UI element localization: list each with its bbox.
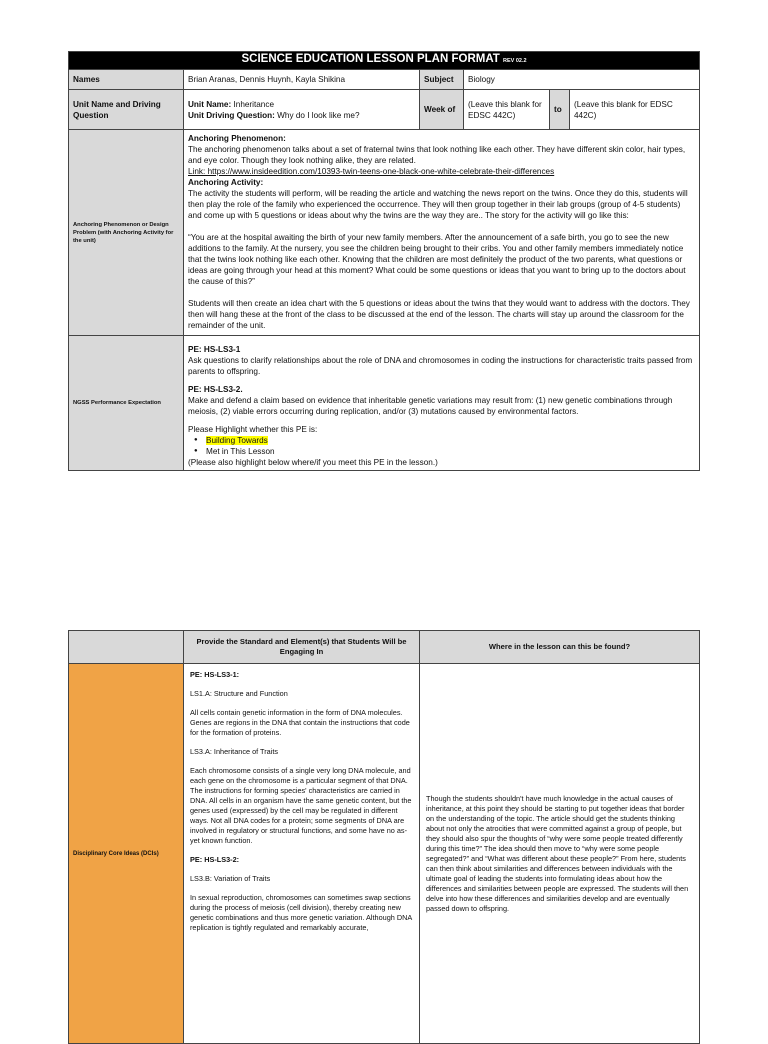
pe-option-building-towards: ● Building Towards <box>206 435 695 446</box>
dci-ls3a-title: LS3.A: Inheritance of Traits <box>190 747 279 756</box>
location-header: Where in the lesson can this be found? <box>420 631 700 664</box>
standards-table <box>68 630 700 1044</box>
dci-ls3b-text: In sexual reproduction, chromosomes can sometimes swap sections during the process of meiosis (cell division), thereby creating new genetic combinations and thus more genetic variation. Although DNA replication is tightly regulated and remarkably accurate, <box>190 893 412 932</box>
article-link[interactable]: Link: https://www.insideedition.com/10393-twin-teens-one-black-one-white-celebrate-their-differences <box>188 167 555 176</box>
to-label: to <box>550 90 570 130</box>
dci-ls1a-text: All cells contain genetic information in the form of DNA molecules. Genes are regions in the DNA that contain the instructions that code for the formation of proteins. <box>190 708 410 737</box>
names-value: Brian Aranas, Dennis Huynh, Kayla Shikina <box>184 70 420 90</box>
revision-tag: REV 02.2 <box>503 58 527 64</box>
week-value: (Leave this blank for EDSC 442C) <box>464 90 550 130</box>
anchoring-label: Anchoring Phenomenon or Design Problem (with Anchoring Activity for the unit) <box>69 130 184 336</box>
lesson-location-text: Though the students shouldn't have much knowledge in the actual causes of inheritance, at this point they should be starting to put together ideas that border on the understanding of the topic. The article should get the students thinking about not only the atrocities that were committed against a group of people, but they should also spur the thoughts of “why were some people treated differently during this time?” The idea should then move to “why were some people segregated?” and “What was different about these people?” From here, students can then think about similarities and differences between individuals with the ultimate goal of leading the students into formulating ideas about how the differences and similarities between people are expressed. The students will then delve into how these differences and similarities develop and are eventually passed down to offspring. <box>420 664 700 1044</box>
dci-content <box>184 664 420 1044</box>
standards-header: Provide the Standard and Element(s) that Students Will be Engaging In <box>184 631 420 664</box>
dci-ls3a-text: Each chromosome consists of a single very long DNA molecule, and each gene on the chromosome is a particular segment of that DNA. The instructions for forming species' characteristics are carried in DNA. All cells in an organism have the same genetic content, but the genes used (expressed) by the cell may be regulated in different ways. Not all DNA codes for a protein; some segments of DNA are involved in regulatory or structural functions, and some have no as-yet known function. <box>190 766 412 845</box>
activity-story: “You are at the hospital awaiting the birth of your new family members. After the announcement of a safe birth, you go to see the new additions to the family. At the nursery, you see the children being brought to their cribs. You and other family members immediately notice that the twins look nothing like each other. Knowing that the children are most definitely the product of the two parents, what questions or ideas are going through your head at this moment? What could be some questions or ideas that you want to bring up to the doctors about the cause of this?” <box>188 233 686 286</box>
phenomenon-title: Anchoring Phenomenon: <box>188 134 286 143</box>
ngss-content <box>184 336 700 471</box>
form-title: SCIENCE EDUCATION LESSON PLAN FORMAT <box>241 53 500 65</box>
pe2-text: Make and defend a claim based on evidence that inheritable genetic variations may result from: (1) new genetic combinations through meiosis, (2) viable errors occurring during replication, and/or (3) mutations caused by environmental factors. <box>188 396 673 416</box>
activity-closing: Students will then create an idea chart with the 5 questions or ideas about the twins that they would want to address with the doctors. They then will hang these at the front of the class to be discussed at the end of the lesson. The charts will stay up around the classroom for the remainder of the unit. <box>188 299 690 330</box>
activity-text: The activity the students will perform, will be reading the article and watching the news report on the twins. Once they do this, students will then play the role of the family who experienced the occurrence. They will then group together in their lab groups (group of 4-5 students) and come up with 5 questions or ideas about why the twins are the way they are.. The story for the activity will go like this: <box>188 189 688 220</box>
unit-name-value: Inheritance <box>233 99 275 109</box>
pe1-text: Ask questions to clarify relationships about the role of DNA and chromosomes in coding the instructions for characteristic traits passed from parents to offspring. <box>188 356 693 376</box>
anchoring-content <box>184 130 700 336</box>
dci-pe1: PE: HS-LS3-1: <box>190 670 240 679</box>
pe1-title: PE: HS-LS3-1 <box>188 345 241 354</box>
driving-question-label: Unit Driving Question: <box>188 110 275 120</box>
dci-pe2: PE: HS-LS3-2: <box>190 855 240 864</box>
pe-status-list <box>188 435 695 457</box>
pe2-title: PE: HS-LS3-2. <box>188 385 243 394</box>
to-value: (Leave this blank for EDSC 442C) <box>570 90 700 130</box>
phenomenon-text: The anchoring phenomenon talks about a set of fraternal twins that look nothing like each other. They have different skin color, hair types, and eye color. Though they look nothing alike, they are related. <box>188 145 686 165</box>
dci-label: Disciplinary Core Ideas (DCIs) <box>69 664 184 1044</box>
highlight-note: (Please also highlight below where/if you meet this PE in the lesson.) <box>188 458 438 467</box>
unit-label: Unit Name and Driving Question <box>69 90 184 130</box>
subject-value: Biology <box>464 70 700 90</box>
names-label: Names <box>69 70 184 90</box>
pe-option-met: ● Met in This Lesson <box>206 446 695 457</box>
week-label: Week of <box>420 90 464 130</box>
unit-info <box>184 90 420 130</box>
dci-ls3b-title: LS3.B: Variation of Traits <box>190 874 271 883</box>
dci-ls1a-title: LS1.A: Structure and Function <box>190 689 288 698</box>
subject-label: Subject <box>420 70 464 90</box>
activity-title: Anchoring Activity: <box>188 178 264 187</box>
lesson-plan-table <box>68 51 700 471</box>
highlight-prompt: Please Highlight whether this PE is: <box>188 425 318 434</box>
corner-cell <box>69 631 184 664</box>
driving-question-value: Why do I look like me? <box>277 110 360 120</box>
ngss-label: NGSS Performance Expectation <box>69 336 184 471</box>
unit-name-label: Unit Name: <box>188 99 232 109</box>
form-header <box>69 52 700 70</box>
